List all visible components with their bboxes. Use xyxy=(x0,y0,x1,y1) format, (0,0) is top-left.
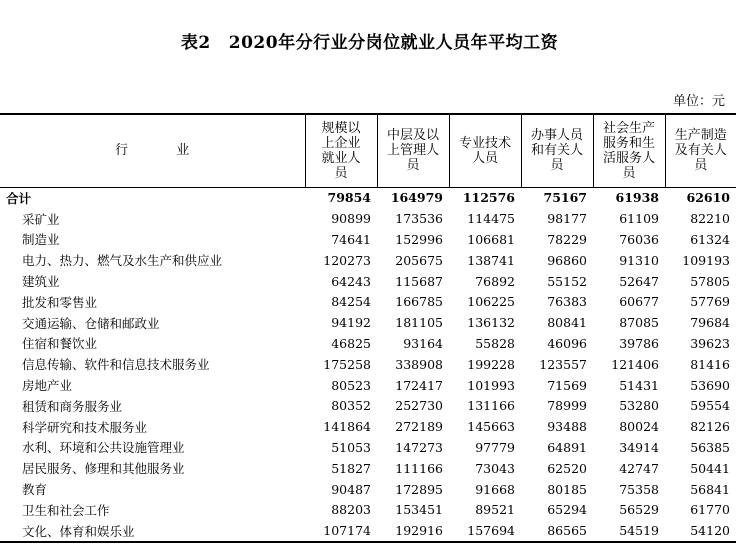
table-row xyxy=(0,416,736,437)
table-cell: 173536 xyxy=(395,211,443,227)
table-cell: 93488 xyxy=(547,419,587,435)
table-cell: 89521 xyxy=(475,502,515,518)
table-cell: 46096 xyxy=(547,335,587,351)
table-cell: 55828 xyxy=(475,335,515,351)
wage-table xyxy=(0,113,736,543)
industry-name: 房地产业 xyxy=(22,378,73,394)
table-cell: 52647 xyxy=(619,273,659,289)
header-col-2 xyxy=(377,114,449,187)
header-col-6 xyxy=(665,114,736,187)
table-cell: 96860 xyxy=(547,252,587,268)
table-cell: 115687 xyxy=(395,273,443,289)
table-row xyxy=(0,291,736,312)
table-row xyxy=(0,479,736,500)
industry-name: 科学研究和技术服务业 xyxy=(22,419,148,435)
table-cell: 56385 xyxy=(690,439,730,455)
table-cell: 82210 xyxy=(690,211,730,227)
table-number: 表2 xyxy=(180,33,211,53)
industry-name: 文化、体育和娱乐业 xyxy=(0,520,305,542)
table-cell: 75358 xyxy=(619,481,659,497)
table-cell: 62520 xyxy=(547,460,587,476)
header-col-4-label: 办事人员和有关人员 xyxy=(530,128,583,174)
table-cell: 56529 xyxy=(619,502,659,518)
header-col-4 xyxy=(521,114,593,187)
table-cell: 94192 xyxy=(331,315,371,331)
table-cell: 272189 xyxy=(395,419,443,435)
table-cell: 61770 xyxy=(690,502,730,518)
header-col-2-label: 中层及以上管理人员 xyxy=(386,128,439,174)
table-cell: 78229 xyxy=(547,231,587,247)
table-cell: 39623 xyxy=(690,335,730,351)
table-cell: 79854 xyxy=(327,190,371,206)
table-row xyxy=(0,520,736,542)
table-cell: 80024 xyxy=(619,419,659,435)
table-cell: 147273 xyxy=(395,439,443,455)
table-cell: 121406 xyxy=(611,356,659,372)
header-col-3-label: 专业技术人员 xyxy=(458,135,511,166)
table-cell: 42747 xyxy=(619,460,659,476)
industry-name: 租赁和商务服务业 xyxy=(22,398,123,414)
table-cell: 88203 xyxy=(331,502,371,518)
table-cell: 75167 xyxy=(543,190,587,206)
table-cell: 74641 xyxy=(331,231,371,247)
table-row xyxy=(0,312,736,333)
table-cell: 93164 xyxy=(403,335,443,351)
table-cell: 64243 xyxy=(331,273,371,289)
table-cell: 78999 xyxy=(547,398,587,414)
table-cell: 91668 xyxy=(475,481,515,497)
table-cell: 91310 xyxy=(619,252,659,268)
table-cell: 192916 xyxy=(377,520,449,542)
table-title-text: 2020年分行业分岗位就业人员年平均工资 xyxy=(228,33,559,53)
table-cell: 172417 xyxy=(395,377,443,393)
table-cell: 199228 xyxy=(467,356,515,372)
industry-name: 水利、环境和公共设施管理业 xyxy=(22,440,185,456)
table-cell: 112576 xyxy=(462,190,515,206)
table-cell: 76383 xyxy=(547,294,587,310)
table-cell: 64891 xyxy=(547,439,587,455)
table-cell: 106225 xyxy=(467,294,515,310)
industry-name: 采矿业 xyxy=(22,211,60,227)
table-cell: 157694 xyxy=(449,520,521,542)
table-cell: 65294 xyxy=(547,502,587,518)
table-row xyxy=(0,458,736,479)
table-cell: 136132 xyxy=(467,315,515,331)
table-cell: 60677 xyxy=(619,294,659,310)
table-cell: 51053 xyxy=(331,439,371,455)
table-cell: 80352 xyxy=(331,398,371,414)
table-cell: 175258 xyxy=(323,356,371,372)
table-cell: 61324 xyxy=(690,231,730,247)
industry-name: 交通运输、仓储和邮政业 xyxy=(22,315,160,331)
table-cell: 53690 xyxy=(690,377,730,393)
header-col-1 xyxy=(305,114,377,187)
table-cell: 90899 xyxy=(331,211,371,227)
table-cell: 101993 xyxy=(467,377,515,393)
table-cell: 152996 xyxy=(395,231,443,247)
table-row xyxy=(0,437,736,458)
table-cell: 59554 xyxy=(690,398,730,414)
table-cell: 111166 xyxy=(395,460,443,476)
table-cell: 61938 xyxy=(615,190,659,206)
table-cell: 46825 xyxy=(331,335,371,351)
table-cell: 50441 xyxy=(690,460,730,476)
header-col-5-label: 社会生产服务和生活服务人员 xyxy=(602,120,655,181)
table-cell: 62610 xyxy=(686,190,730,206)
table-row xyxy=(0,229,736,250)
table-cell: 80523 xyxy=(331,377,371,393)
table-cell: 153451 xyxy=(395,502,443,518)
table-cell: 61109 xyxy=(619,211,659,227)
header-col-3 xyxy=(449,114,521,187)
table-cell: 39786 xyxy=(619,335,659,351)
table-cell: 98177 xyxy=(547,211,587,227)
header-industry: 行 业 xyxy=(0,114,305,187)
table-row xyxy=(0,499,736,520)
industry-name: 卫生和社会工作 xyxy=(22,502,110,518)
table-cell: 51827 xyxy=(331,460,371,476)
industry-name: 制造业 xyxy=(22,232,60,248)
table-cell: 131166 xyxy=(467,398,515,414)
industry-name: 居民服务、修理和其他服务业 xyxy=(22,461,185,477)
table-cell: 84254 xyxy=(331,294,371,310)
table-cell: 34914 xyxy=(619,439,659,455)
table-cell: 107174 xyxy=(305,520,377,542)
table-cell: 79684 xyxy=(690,315,730,331)
table-row xyxy=(0,395,736,416)
table-cell: 123557 xyxy=(539,356,587,372)
industry-name: 批发和零售业 xyxy=(22,294,98,310)
total-row xyxy=(0,187,736,208)
table-cell: 252730 xyxy=(395,398,443,414)
table-cell: 87085 xyxy=(619,315,659,331)
table-cell: 138741 xyxy=(467,252,515,268)
industry-name: 信息传输、软件和信息技术服务业 xyxy=(22,357,210,373)
table-cell: 57769 xyxy=(690,294,730,310)
table-cell: 53280 xyxy=(619,398,659,414)
header-col-6-label: 生产制造及有关人员 xyxy=(674,128,727,174)
table-row xyxy=(0,375,736,396)
table-cell: 338908 xyxy=(395,356,443,372)
table-row xyxy=(0,250,736,271)
header-row xyxy=(0,114,736,187)
industry-name: 教育 xyxy=(22,482,48,498)
table-cell: 90487 xyxy=(331,481,371,497)
table-cell: 54120 xyxy=(665,520,736,542)
industry-name: 电力、热力、燃气及水生产和供应业 xyxy=(22,253,223,269)
table-title xyxy=(0,28,739,53)
table-cell: 164979 xyxy=(390,190,443,206)
table-cell: 106681 xyxy=(467,231,515,247)
table-row xyxy=(0,333,736,354)
table-cell: 73043 xyxy=(475,460,515,476)
table-cell: 82126 xyxy=(690,419,730,435)
table-cell: 141864 xyxy=(323,419,371,435)
industry-name: 建筑业 xyxy=(22,274,60,290)
industry-name: 住宿和餐饮业 xyxy=(22,336,98,352)
table-cell: 114475 xyxy=(467,211,515,227)
table-cell: 80185 xyxy=(547,481,587,497)
unit-label: 单位：元 xyxy=(672,94,725,109)
table-cell: 71569 xyxy=(547,377,587,393)
table-cell: 56841 xyxy=(690,481,730,497)
table-cell: 205675 xyxy=(395,252,443,268)
table-cell: 57805 xyxy=(690,273,730,289)
table-cell: 51431 xyxy=(619,377,659,393)
header-col-5 xyxy=(593,114,665,187)
table-cell: 76036 xyxy=(619,231,659,247)
table-cell: 55152 xyxy=(547,273,587,289)
table-cell: 145663 xyxy=(467,419,515,435)
table-cell: 86565 xyxy=(521,520,593,542)
table-cell: 80841 xyxy=(547,315,587,331)
total-label: 合计 xyxy=(6,190,32,206)
table-cell: 76892 xyxy=(475,273,515,289)
table-row xyxy=(0,208,736,229)
table-cell: 166785 xyxy=(395,294,443,310)
table-cell: 120273 xyxy=(323,252,371,268)
table-cell: 172895 xyxy=(395,481,443,497)
table-cell: 109193 xyxy=(682,252,730,268)
table-cell: 81416 xyxy=(690,356,730,372)
table-cell: 54519 xyxy=(593,520,665,542)
table-cell: 97779 xyxy=(475,439,515,455)
table-cell: 181105 xyxy=(395,315,443,331)
header-col-1-label: 规模以上企业就业人员 xyxy=(321,120,361,181)
table-row xyxy=(0,271,736,292)
table-row xyxy=(0,354,736,375)
